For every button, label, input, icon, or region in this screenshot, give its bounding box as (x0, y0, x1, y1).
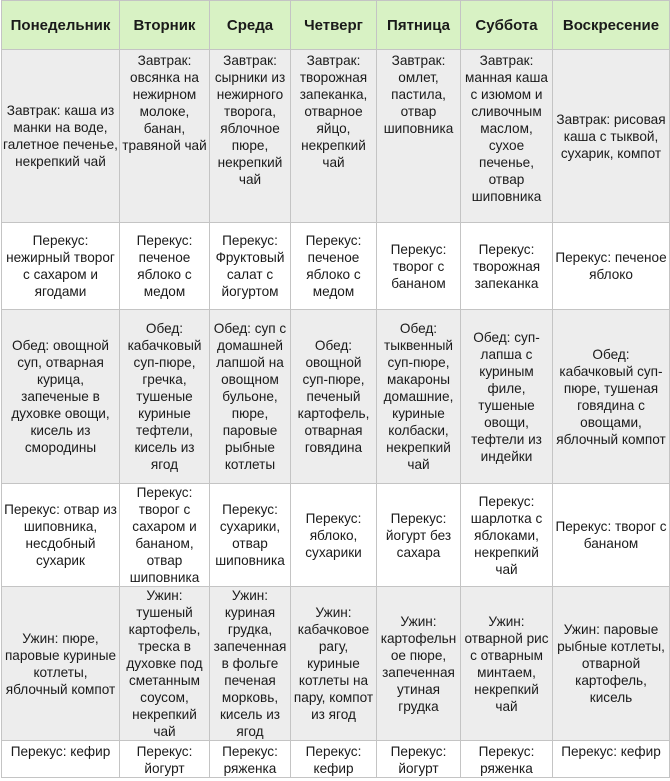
cell-late-snack-tuesday (120, 741, 210, 778)
cell-snack1-tuesday (120, 223, 210, 310)
cell-text: Перекус: сухарики, отвар шиповника (215, 502, 285, 568)
cell-lunch-monday (2, 310, 120, 484)
cell-text: Обед: кабачковый суп-пюре, гречка, тушеные куриные тефтели, кисель из ягод (127, 321, 202, 472)
cell-breakfast-sunday (553, 50, 670, 223)
cell-text: Перекус: печеное яблоко (555, 250, 667, 282)
weekly-menu-table (1, 0, 670, 778)
table-row-dinner (2, 587, 670, 741)
cell-breakfast-wednesday (210, 50, 291, 223)
cell-text: Перекус: яблоко, сухарики (305, 510, 362, 560)
cell-text: Обед: овощной суп, отварная курица, запеченые в духовке овощи, кисель из смородины (11, 338, 110, 455)
cell-text: Завтрак: каша из манки на воде, галетное печенье, некрепкий чай (3, 103, 118, 169)
cell-lunch-thursday (291, 310, 377, 484)
table-row-late-snack (2, 741, 670, 778)
cell-text: Перекус: печеное яблоко с медом (136, 233, 193, 299)
cell-late-snack-saturday (461, 741, 553, 778)
cell-text: Завтрак: омлет, пастила, отвар шиповника (383, 53, 454, 136)
table-row-lunch (2, 310, 670, 484)
cell-late-snack-thursday (291, 741, 377, 778)
cell-text: Завтрак: рисовая каша с тыквой, сухарик, компот (556, 111, 666, 161)
cell-text: Обед: тыквенный суп-пюре, макароны домашние, куриные колбаски, некрепкий чай (383, 321, 454, 472)
cell-text: Завтрак: овсянка на нежирном молоке, банан, травяной чай (122, 53, 207, 153)
header-row (2, 1, 670, 50)
table-row-snack2 (2, 484, 670, 587)
cell-lunch-friday (377, 310, 461, 484)
cell-snack1-monday (2, 223, 120, 310)
cell-text: Перекус: Фруктовый салат с йогуртом (215, 233, 285, 299)
cell-dinner-monday (2, 587, 120, 741)
cell-snack2-saturday (461, 484, 553, 587)
cell-snack2-thursday (291, 484, 377, 587)
cell-text: Перекус: ряженка (478, 744, 535, 776)
cell-text: Ужин: паровые рыбные котлеты, отварной картофель, кисель (557, 622, 665, 705)
cell-text: Обед: кабачковый суп-пюре, тушеная говядина с овощами, яблочный компот (556, 346, 666, 447)
cell-snack1-wednesday (210, 223, 291, 310)
cell-snack2-friday (377, 484, 461, 587)
cell-text: Ужин: пюре, паровые куриные котлеты, яблочный компот (4, 630, 117, 697)
cell-snack1-saturday (461, 223, 553, 310)
cell-lunch-wednesday (210, 310, 291, 484)
cell-late-snack-monday (2, 741, 120, 778)
cell-breakfast-saturday (461, 50, 553, 223)
cell-snack2-monday (2, 484, 120, 587)
header-tuesday: Вторник (120, 1, 210, 50)
cell-text: Перекус: нежирный творог с сахаром и ягодами (6, 233, 115, 299)
cell-late-snack-wednesday (210, 741, 291, 778)
cell-text: Перекус: творог с бананом (390, 241, 447, 291)
cell-dinner-saturday (461, 587, 553, 741)
cell-text: Перекус: отвар из шиповника, несдобный сухарик (4, 502, 117, 568)
cell-dinner-tuesday (120, 587, 210, 741)
cell-text: Обед: овощной суп-пюре, печеный картофель, отварная говядина (297, 338, 370, 455)
cell-text: Перекус: йогурт (390, 744, 447, 776)
cell-snack2-wednesday (210, 484, 291, 587)
cell-dinner-wednesday (210, 587, 291, 741)
cell-breakfast-tuesday (120, 50, 210, 223)
header-wednesday: Среда (210, 1, 291, 50)
header-saturday: Суббота (461, 1, 553, 50)
cell-late-snack-friday (377, 741, 461, 778)
cell-breakfast-friday (377, 50, 461, 223)
cell-snack1-sunday (553, 223, 670, 310)
cell-snack1-thursday (291, 223, 377, 310)
header-monday: Понедельник (2, 1, 120, 50)
cell-text: Завтрак: манная каша с изюмом и сливочным маслом, сухое печенье, отвар шиповника (465, 53, 548, 204)
cell-dinner-thursday (291, 587, 377, 741)
cell-text: Завтрак: сырники из нежирного творога, яблочное пюре, некрепкий чай (214, 53, 286, 187)
cell-breakfast-thursday (291, 50, 377, 223)
cell-text: Ужин: картофельное пюре, запеченная утиная грудка (380, 613, 457, 714)
cell-text: Перекус: творог с бананом (555, 519, 667, 551)
cell-text: Ужин: тушеный картофель, треска в духовке под сметанным соусом, некрепкий чай (126, 588, 203, 739)
cell-lunch-sunday (553, 310, 670, 484)
cell-snack2-sunday (553, 484, 670, 587)
cell-text: Обед: суп-лапша с куриным филе, тушеные овощи, тефтели из индейки (471, 329, 542, 464)
header-sunday: Воскресение (553, 1, 670, 50)
cell-dinner-sunday (553, 587, 670, 741)
cell-text: Перекус: кефир (305, 744, 362, 776)
cell-text: Перекус: печеное яблоко с медом (305, 233, 362, 299)
cell-late-snack-sunday (553, 741, 670, 778)
cell-text: Перекус: ряженка (222, 744, 278, 776)
cell-text: Перекус: йогурт (136, 744, 193, 776)
cell-lunch-tuesday (120, 310, 210, 484)
cell-breakfast-monday (2, 50, 120, 223)
header-thursday: Четверг (291, 1, 377, 50)
cell-text: Завтрак: творожная запеканка, отварное яйцо, некрепкий чай (299, 53, 368, 170)
cell-text: Ужин: отварной рис с отварным минтаем, некрепкий чай (464, 613, 549, 714)
cell-snack1-friday (377, 223, 461, 310)
cell-text: Перекус: творожная запеканка (472, 241, 541, 291)
cell-text: Перекус: кефир (561, 744, 661, 759)
cell-text: Обед: суп с домашней лапшой на овощном бульоне, пюре, паровые рыбные котлеты (213, 321, 287, 472)
cell-text: Перекус: творог с сахаром и бананом, отвар шиповника (129, 485, 200, 585)
table-row-snack1 (2, 223, 670, 310)
cell-text: Ужин: куриная грудка, запеченная в фольге печеная морковь, кисель из ягод (213, 588, 287, 739)
cell-text: Перекус: йогурт без сахара (385, 510, 452, 560)
cell-text: Ужин: кабачковое рагу, куриные котлеты на пару, компот из ягод (293, 605, 374, 722)
cell-text: Перекус: шарлотка с яблоками, некрепкий чай (470, 493, 543, 577)
cell-lunch-saturday (461, 310, 553, 484)
header-friday: Пятница (377, 1, 461, 50)
cell-snack2-tuesday (120, 484, 210, 587)
cell-text: Перекус: кефир (10, 744, 111, 759)
cell-dinner-friday (377, 587, 461, 741)
table-row-breakfast (2, 50, 670, 223)
